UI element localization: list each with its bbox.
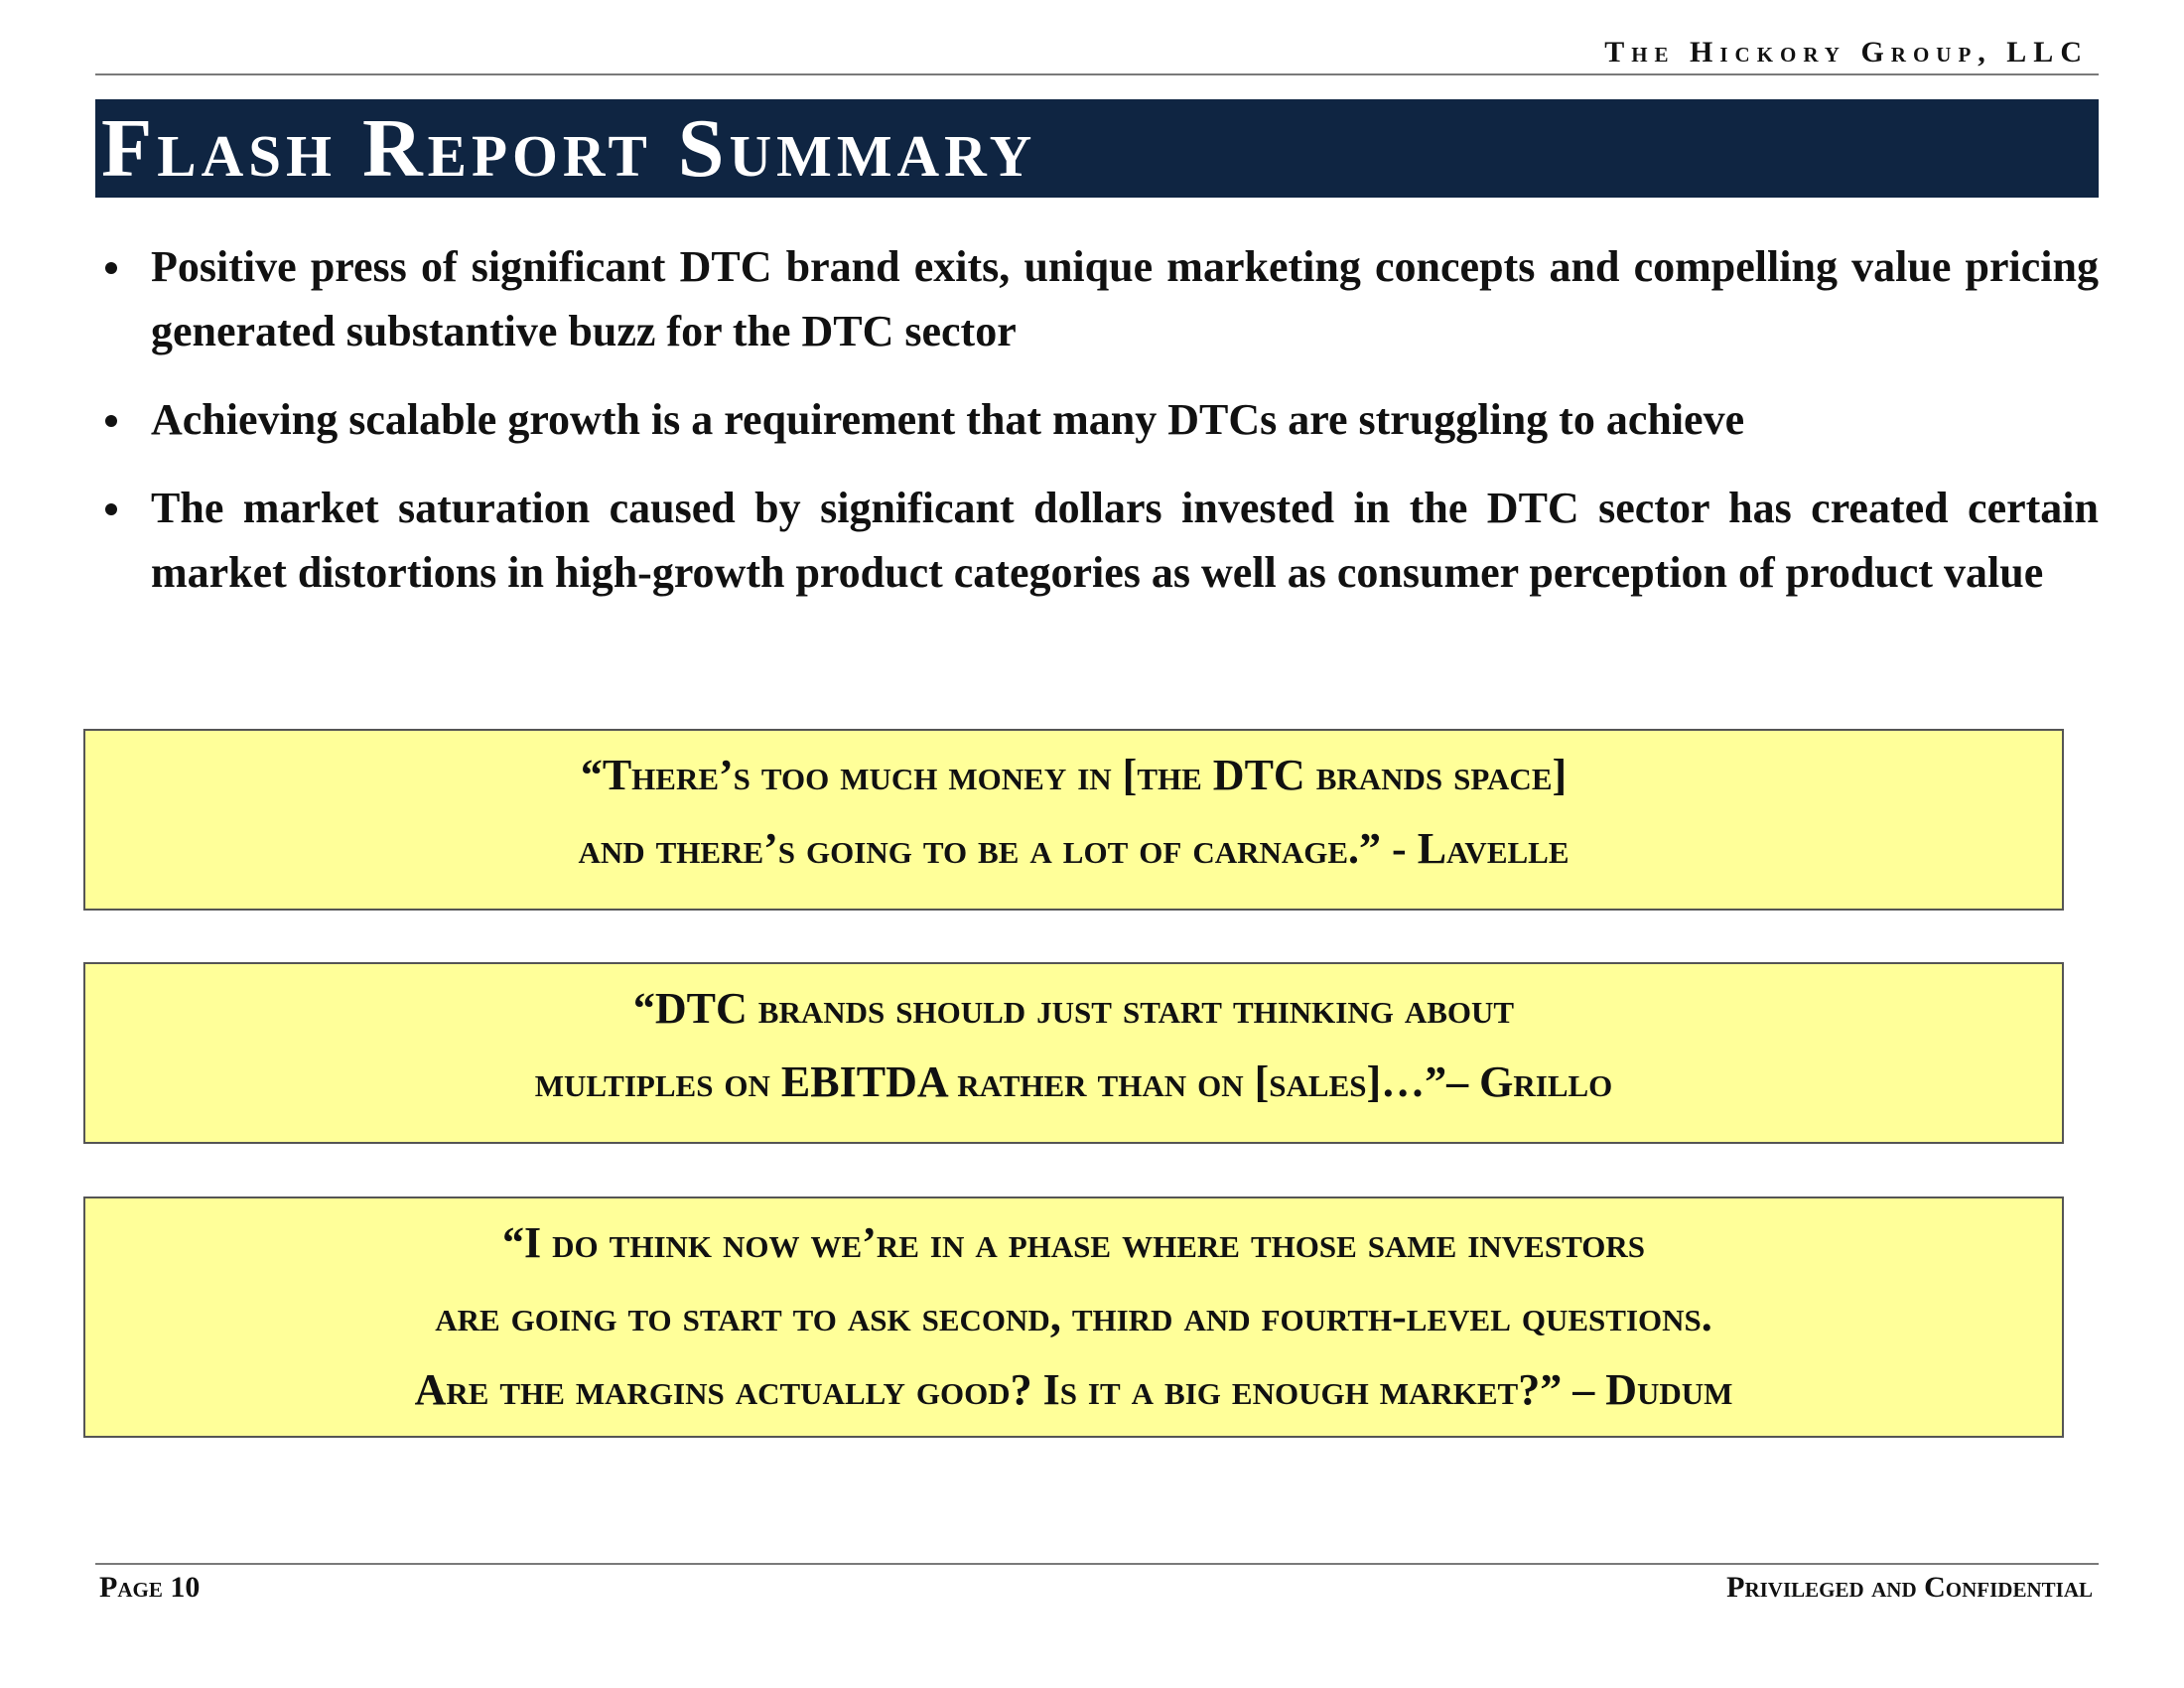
bullet-text: The market saturation caused by significant dollars invested in the DTC sector has created certain market distortions in high-growth product categories as well as consumer perception of product value <box>151 484 2099 597</box>
quote-line: “There’s too much money in [the DTC brands space] <box>580 751 1568 799</box>
page-number: Page 10 <box>99 1571 201 1604</box>
quote-box-dudum <box>83 1196 2064 1438</box>
summary-bullet-list <box>95 234 2099 629</box>
quote-box-lavelle <box>83 729 2064 911</box>
page-title-bar <box>95 99 2099 198</box>
page-title: Flash Report Summary <box>101 102 1037 195</box>
header-divider <box>95 73 2099 75</box>
company-name: The Hickory Group, LLC <box>1604 36 2089 69</box>
bullet-icon <box>105 262 117 274</box>
bullet-text: Positive press of significant DTC brand exits, unique marketing concepts and compelling value pricing generated substantive buzz for the DTC sector <box>151 242 2099 355</box>
quote-line: and there’s going to be a lot of carnage.” - Lavelle <box>578 824 1570 873</box>
bullet-icon <box>105 415 117 427</box>
bullet-text: Achieving scalable growth is a requirement that many DTCs are struggling to achieve <box>151 395 1745 444</box>
quote-line: Are the margins actually good? Is it a big enough market?” – Dudum <box>414 1365 1733 1414</box>
bullet-icon <box>105 503 117 515</box>
quote-line: are going to start to ask second, third and fourth-level questions. <box>435 1292 1712 1340</box>
quote-line: multiples on EBITDA rather than on [sales]…”– Grillo <box>534 1057 1613 1106</box>
summary-bullet <box>95 476 2099 605</box>
footer-divider <box>95 1563 2099 1565</box>
quote-line: “DTC brands should just start thinking about <box>632 984 1515 1033</box>
quote-box-grillo <box>83 962 2064 1144</box>
summary-bullet <box>95 387 2099 452</box>
summary-bullet <box>95 234 2099 363</box>
confidential-notice: Privileged and Confidential <box>1726 1571 2093 1604</box>
quote-line: “I do think now we’re in a phase where those same investors <box>502 1218 1645 1267</box>
